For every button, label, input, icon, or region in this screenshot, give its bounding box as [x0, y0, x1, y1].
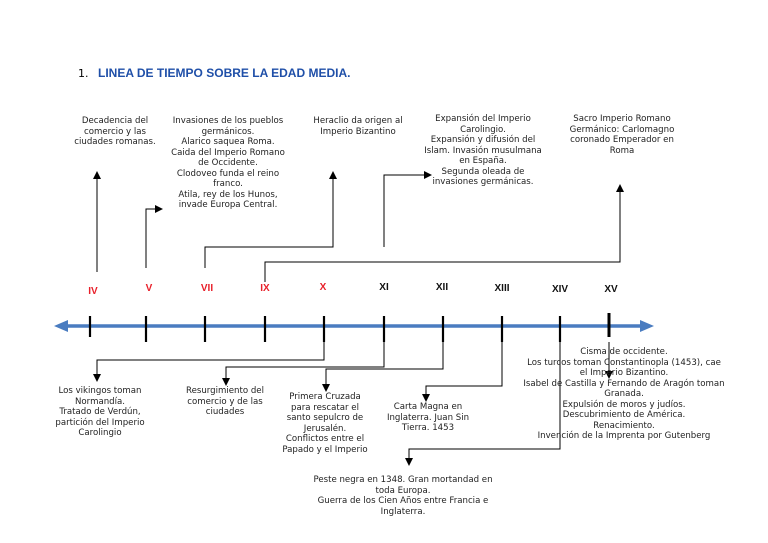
event-note-vii: Heraclio da origen al Imperio Bizantino [313, 116, 403, 137]
century-label-v: V [145, 283, 153, 294]
century-label-xii: XII [435, 282, 449, 293]
century-label-ix: IX [260, 283, 270, 294]
page-title: LINEA DE TIEMPO SOBRE LA EDAD MEDIA. [98, 66, 351, 80]
century-label-xi: XI [379, 282, 389, 293]
century-label-xiv: XIV [551, 284, 569, 295]
connector-below-x [97, 342, 324, 380]
event-note-iv: Decadencia del comercio y las ciudades romanas. [74, 116, 156, 147]
century-label-xv: XV [604, 284, 618, 295]
connector-below-xiii [426, 342, 502, 400]
century-label-vii: VII [200, 283, 214, 294]
event-note-below-xv: Cisma de occidente. Los turcos toman Constantinopla (1453), cae el Imperio Bizantino. Isabel de Castilla y Fernando de Aragón toman Granada. Expulsión de moros y judíos. Descubrimiento de América. Renacimiento. Invención de la Imprenta por Gutenberg [523, 347, 725, 441]
event-note-below-xi: Resurgimiento del comercio y de las ciudades [185, 386, 264, 417]
axis-right-arrowhead [640, 320, 654, 332]
century-label-x: X [319, 282, 327, 293]
event-note-below-xii: Primera Cruzada para rescatar el santo sepulcro de Jerusalén. Conflictos entre el Papado y el Imperio [282, 392, 368, 455]
event-note-v: Invasiones de los pueblos germánicos. Alarico saquea Roma. Caida del Imperio Romano de Occidente. Clodoveo funda el reino franco. Atila, rey de los Hunos, invade Europa Central. [171, 116, 285, 210]
century-label-iv: IV [88, 286, 98, 297]
event-note-below-x: Los vikingos toman Normandía. Tratado de Verdún, partición del Imperio Carolingio [55, 386, 145, 438]
timeline-axis [54, 320, 654, 332]
connector-below-xi [226, 342, 384, 384]
connector-x [265, 186, 620, 282]
century-label-xiii: XIII [494, 283, 510, 294]
connector-v [146, 209, 161, 268]
axis-left-arrowhead [54, 320, 68, 332]
event-note-ix: Expansión del Imperio Carolingio. Expansión y difusión del Islam. Invasión musulmana en España. Segunda oleada de invasiones germánicas. [424, 114, 542, 187]
event-note-x: Sacro Imperio Romano Germánico: Carlomagno coronado Emperador en Roma [569, 114, 675, 156]
event-note-below-xiv: Peste negra en 1348. Gran mortandad en toda Europa. Guerra de los Cien Años entre Francia e Inglaterra. [313, 475, 493, 517]
list-number: 1. [78, 67, 89, 80]
event-note-below-xiii: Carta Magna en Inglaterra. Juan Sin Tierra. 1453 [386, 402, 470, 433]
